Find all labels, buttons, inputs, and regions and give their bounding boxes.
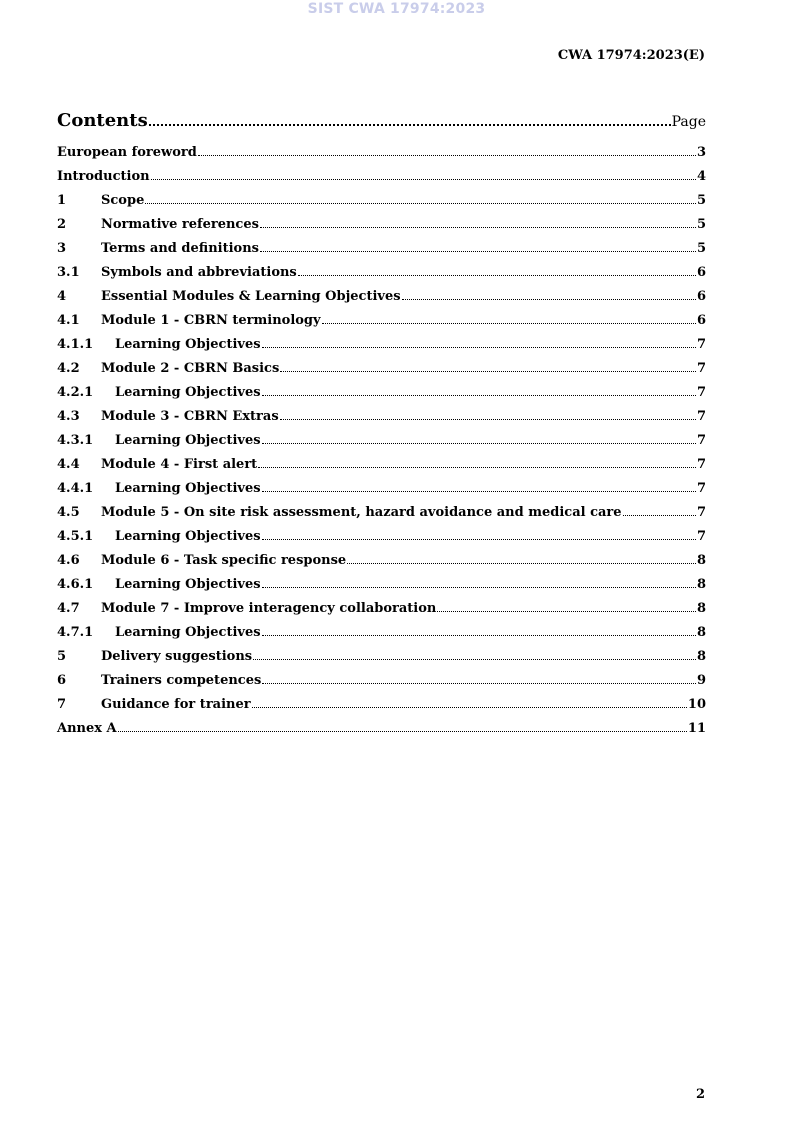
toc-entry-title: Essential Modules & Learning Objectives <box>101 289 401 304</box>
page-column-label: Page <box>671 114 706 130</box>
toc-entry[interactable] <box>57 433 706 457</box>
toc-entry-page: 8 <box>696 553 706 568</box>
toc-entry-page: 7 <box>696 409 706 424</box>
toc-entry-page: 7 <box>696 481 706 496</box>
dot-leader <box>262 443 696 444</box>
dot-leader <box>262 635 696 636</box>
dot-leader <box>298 275 696 276</box>
toc-entry-title: Guidance for trainer <box>101 697 251 712</box>
toc-entry-page: 7 <box>696 505 706 520</box>
dot-leader <box>145 203 696 204</box>
toc-entry-page: 8 <box>696 601 706 616</box>
dot-leader <box>252 707 687 708</box>
dot-leader <box>347 563 696 564</box>
toc-entry-page: 8 <box>696 625 706 640</box>
toc-entry[interactable] <box>57 601 706 625</box>
dot-leader <box>260 227 696 228</box>
toc-entry-number: 4.6.1 <box>57 577 94 592</box>
toc-entry[interactable] <box>57 265 706 289</box>
toc-entry-title: Module 2 - CBRN Basics <box>101 361 280 376</box>
toc-entry-number: 4.2 <box>57 361 80 376</box>
toc-header <box>57 110 706 131</box>
dot-leader <box>262 347 696 348</box>
toc-entry-page: 6 <box>696 265 706 280</box>
toc-entry-page: 7 <box>696 433 706 448</box>
toc-entry-number: 5 <box>57 649 67 664</box>
dot-leader <box>198 155 696 156</box>
toc-entry-page: 9 <box>696 673 706 688</box>
dot-leader <box>623 515 696 516</box>
toc-entry-title: Learning Objectives <box>115 337 261 352</box>
toc-entry-page: 10 <box>687 697 706 712</box>
toc-entry-page: 4 <box>696 169 706 184</box>
toc-entry-title: Learning Objectives <box>115 577 261 592</box>
toc-entry-title: Symbols and abbreviations <box>101 265 297 280</box>
toc-list <box>57 145 706 745</box>
toc-entry[interactable] <box>57 241 706 265</box>
toc-entry-title: Module 4 - First alert <box>101 457 258 472</box>
dot-leader <box>262 587 696 588</box>
dot-leader <box>149 124 671 126</box>
dot-leader <box>260 251 696 252</box>
toc-entry-number: 4.6 <box>57 553 80 568</box>
toc-entry-title: Learning Objectives <box>115 433 261 448</box>
toc-entry-number: 4.4 <box>57 457 80 472</box>
toc-entry-number: 4.3 <box>57 409 80 424</box>
watermark: SIST CWA 17974:2023 <box>307 1 486 17</box>
toc-entry-number: 6 <box>57 673 67 688</box>
toc-entry[interactable] <box>57 577 706 601</box>
dot-leader <box>253 659 696 660</box>
toc-entry[interactable] <box>57 409 706 433</box>
toc-entry[interactable] <box>57 145 706 169</box>
toc-title: Contents <box>57 110 148 131</box>
toc-entry-page: 7 <box>696 457 706 472</box>
toc-entry[interactable] <box>57 481 706 505</box>
dot-leader <box>402 299 696 300</box>
toc-entry-title: Learning Objectives <box>115 481 261 496</box>
toc-entry-title: Terms and definitions <box>101 241 259 256</box>
toc-entry-page: 6 <box>696 313 706 328</box>
toc-entry-page: 8 <box>696 649 706 664</box>
toc-entry-number: 4 <box>57 289 67 304</box>
toc-entry-number: 3.1 <box>57 265 80 280</box>
toc-entry-number: 4.5.1 <box>57 529 94 544</box>
toc-entry-number: 4.1.1 <box>57 337 94 352</box>
toc-entry[interactable] <box>57 217 706 241</box>
toc-entry-page: 3 <box>696 145 706 160</box>
toc-entry[interactable] <box>57 529 706 553</box>
toc-entry-number: 7 <box>57 697 67 712</box>
toc-entry[interactable] <box>57 625 706 649</box>
toc-entry-page: 7 <box>696 385 706 400</box>
toc-entry[interactable] <box>57 385 706 409</box>
toc-entry-number: 4.7.1 <box>57 625 94 640</box>
toc-entry[interactable] <box>57 721 706 745</box>
toc-entry-title: Annex A <box>57 721 117 736</box>
dot-leader <box>262 491 696 492</box>
document-identifier: CWA 17974:2023(E) <box>557 48 705 63</box>
toc-entry-page: 8 <box>696 577 706 592</box>
toc-entry[interactable] <box>57 649 706 673</box>
toc-entry-page: 6 <box>696 289 706 304</box>
toc-entry-page: 7 <box>696 529 706 544</box>
toc-entry-title: Introduction <box>57 169 150 184</box>
toc-entry-number: 4.3.1 <box>57 433 94 448</box>
toc-entry[interactable] <box>57 313 706 337</box>
toc-entry-number: 4.4.1 <box>57 481 94 496</box>
toc-entry[interactable] <box>57 505 706 529</box>
toc-entry[interactable] <box>57 553 706 577</box>
toc-entry[interactable] <box>57 673 706 697</box>
toc-entry-number: 4.7 <box>57 601 80 616</box>
toc-entry-page: 5 <box>696 217 706 232</box>
toc-entry-title: Learning Objectives <box>115 385 261 400</box>
dot-leader <box>322 323 696 324</box>
toc-entry[interactable] <box>57 289 706 313</box>
toc-entry-number: 4.2.1 <box>57 385 94 400</box>
dot-leader <box>262 683 696 684</box>
dot-leader <box>258 467 696 468</box>
toc-entry-title: Module 1 - CBRN terminology <box>101 313 321 328</box>
toc-entry-title: Trainers competences <box>101 673 262 688</box>
toc-entry-title: Normative references <box>101 217 259 232</box>
toc-entry[interactable] <box>57 193 706 217</box>
toc-entry-number: 3 <box>57 241 67 256</box>
toc-entry-number: 1 <box>57 193 67 208</box>
toc-entry-page: 5 <box>696 241 706 256</box>
toc-entry-title: Module 7 - Improve interagency collaboration <box>101 601 437 616</box>
page-number: 2 <box>695 1087 705 1102</box>
dot-leader <box>280 371 696 372</box>
toc-entry-title: Scope <box>101 193 145 208</box>
toc-entry-page: 5 <box>696 193 706 208</box>
toc-entry-number: 4.5 <box>57 505 80 520</box>
toc-entry-title: Learning Objectives <box>115 625 261 640</box>
toc-entry-title: Learning Objectives <box>115 529 261 544</box>
dot-leader <box>151 179 696 180</box>
toc-entry[interactable] <box>57 337 706 361</box>
toc-entry[interactable] <box>57 169 706 193</box>
toc-entry-number: 4.1 <box>57 313 80 328</box>
toc-entry-title: European foreword <box>57 145 197 160</box>
toc-entry-page: 7 <box>696 337 706 352</box>
toc-entry[interactable] <box>57 697 706 721</box>
toc-entry-title: Module 5 - On site risk assessment, hazard avoidance and medical care <box>101 505 622 520</box>
toc-entry[interactable] <box>57 361 706 385</box>
dot-leader <box>262 539 696 540</box>
toc-entry-title: Delivery suggestions <box>101 649 253 664</box>
toc-entry-page: 11 <box>687 721 706 736</box>
dot-leader <box>118 731 687 732</box>
toc-entry-title: Module 6 - Task specific response <box>101 553 347 568</box>
dot-leader <box>262 395 696 396</box>
toc-entry-title: Module 3 - CBRN Extras <box>101 409 279 424</box>
toc-entry-number: 2 <box>57 217 67 232</box>
dot-leader <box>437 611 696 612</box>
toc-entry-page: 7 <box>696 361 706 376</box>
dot-leader <box>280 419 696 420</box>
toc-entry[interactable] <box>57 457 706 481</box>
